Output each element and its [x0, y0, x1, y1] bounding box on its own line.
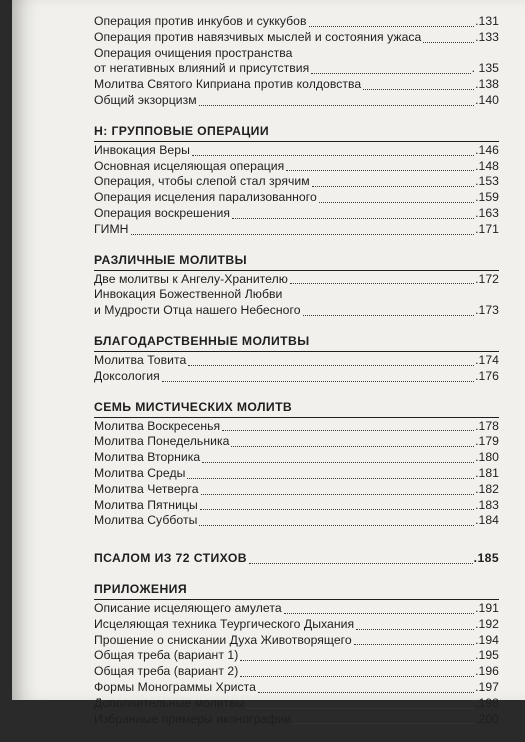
dot-leader [286, 170, 474, 171]
toc-entry-page: .179 [475, 434, 499, 449]
toc-entry-page: .133 [475, 29, 499, 44]
toc-entry [94, 287, 499, 319]
toc-entry-title: Операция, чтобы слепой стал зрячим [94, 174, 310, 189]
section-heading: РАЗЛИЧНЫЕ МОЛИТВЫ [94, 253, 499, 271]
dot-leader [240, 676, 474, 677]
toc-entry-page: .180 [475, 450, 499, 465]
toc-entry-page: .171 [475, 221, 499, 236]
section-exorcism-continued [94, 14, 499, 109]
dot-leader [356, 629, 474, 630]
dot-leader [199, 525, 474, 526]
dot-leader [293, 723, 474, 724]
toc-entry [94, 498, 499, 514]
toc-entry [94, 617, 499, 633]
toc-entry-title: Операция против инкубов и суккубов [94, 14, 307, 28]
spacer [94, 544, 499, 551]
toc-entry [94, 222, 499, 238]
dot-leader [231, 446, 474, 447]
toc-entry-title: Общий экзорцизм [94, 92, 197, 107]
toc-entry-page: .191 [475, 600, 499, 615]
dot-leader [363, 89, 474, 90]
toc-entry-title-line: Операция очищения пространства [94, 45, 293, 60]
dot-leader [311, 73, 470, 74]
toc-entry-title-line: и Мудрости Отца нашего Небесного [94, 303, 301, 318]
toc-entry [94, 696, 499, 712]
toc-entry-page: .131 [475, 14, 499, 28]
toc-entry-title: Операция против навязчивых мыслей и состояния ужаса [94, 29, 422, 44]
section-psalm [94, 544, 499, 567]
toc-entry-title: Инвокация Веры [94, 142, 190, 157]
dot-leader [354, 644, 474, 645]
toc-entry-title: Молитва Товита [94, 352, 187, 367]
toc-entry-page: .196 [475, 664, 499, 679]
dot-leader [222, 430, 474, 431]
toc-entry-title: ГИМН [94, 221, 129, 236]
dot-leader [232, 218, 474, 219]
dot-leader [249, 563, 473, 564]
toc-entry-title: ПСАЛОМ ИЗ 72 СТИХОВ [94, 551, 247, 566]
dot-leader [423, 42, 474, 43]
dot-leader [162, 381, 474, 382]
toc-entry [94, 633, 499, 649]
toc-entry [94, 419, 499, 435]
toc-entry [94, 450, 499, 466]
toc-entry-page: .197 [475, 679, 499, 694]
toc-entry-title: Молитва Вторника [94, 450, 201, 465]
dot-leader [284, 613, 474, 614]
dot-leader [309, 26, 475, 27]
toc-entry-page: .198 [475, 695, 499, 710]
toc-entry-title: Молитва Среды [94, 465, 186, 480]
section-seven-mystic-prayers [94, 400, 499, 530]
toc-entry-title: Исцеляющая техника Теургического Дыхания [94, 616, 355, 631]
book-page [12, 0, 525, 726]
toc-entry-page: .159 [475, 190, 499, 205]
toc-entry-page: .200 [475, 711, 499, 726]
toc-entry-title: Избранные примеры иконографии [94, 711, 292, 726]
toc-entry-title: Молитва Четверга [94, 481, 199, 496]
section-group-operations [94, 124, 499, 238]
toc-entry-title: Молитва Воскресенья [94, 418, 221, 433]
toc-entry-page: .173 [475, 303, 499, 318]
toc-entry [94, 272, 499, 288]
section-heading: СЕМЬ МИСТИЧЕСКИХ МОЛИТВ [94, 400, 499, 418]
dot-leader [303, 315, 475, 316]
dot-leader [290, 283, 474, 284]
dot-leader [240, 660, 474, 661]
toc-entry-title: Общая треба (вариант 1) [94, 648, 239, 663]
dot-leader [247, 708, 474, 709]
toc-entry [94, 466, 499, 482]
toc-entry [94, 30, 499, 46]
toc-entry-page: . 135 [471, 61, 499, 76]
toc-entry [94, 482, 499, 498]
toc-entry-title: Молитва Понедельника [94, 434, 230, 449]
toc-entry [94, 680, 499, 696]
toc-entry [94, 46, 499, 78]
toc-entry-title: Молитва Святого Киприана против колдовства [94, 77, 362, 92]
toc-entry-title: Основная исцеляющая операция [94, 158, 285, 173]
toc-entry-page: .178 [475, 418, 499, 433]
dot-leader [319, 202, 474, 203]
toc-entry-page: .181 [475, 465, 499, 480]
toc-entry-page: .183 [475, 497, 499, 512]
dot-leader [188, 365, 474, 366]
dot-leader [312, 186, 474, 187]
section-heading: ПРИЛОЖЕНИЯ [94, 582, 499, 600]
toc-entry-title: Операция воскрешения [94, 205, 230, 220]
toc-entry-page: .140 [475, 92, 499, 107]
toc-entry-page: .174 [475, 352, 499, 367]
toc-entry-title-line: от негативных влияний и присутствия [94, 61, 310, 76]
dot-leader [201, 494, 475, 495]
toc-entry [94, 190, 499, 206]
section-various-prayers [94, 253, 499, 319]
toc-entry-page: .176 [475, 368, 499, 383]
toc-entry [94, 648, 499, 664]
toc-entry [94, 77, 499, 93]
dot-leader [187, 478, 474, 479]
toc-entry [94, 513, 499, 529]
toc-entry-page: .148 [475, 158, 499, 173]
toc-entry-page: .185 [473, 551, 499, 566]
toc-entry [94, 159, 499, 175]
toc-entry-page: .182 [475, 481, 499, 496]
toc-entry-title: Формы Монограммы Христа [94, 679, 257, 694]
toc-entry-page: .192 [475, 616, 499, 631]
toc-entry [94, 93, 499, 109]
section-appendices [94, 582, 499, 727]
section-heading: Н: ГРУППОВЫЕ ОПЕРАЦИИ [94, 124, 499, 142]
toc-entry-page: .153 [475, 174, 499, 189]
toc-entry [94, 353, 499, 369]
section-heading: БЛАГОДАРСТВЕННЫЕ МОЛИТВЫ [94, 334, 499, 352]
toc-entry-page: .163 [475, 205, 499, 220]
toc-entry [94, 369, 499, 385]
toc-entry-title: Молитва Пятницы [94, 497, 198, 512]
dot-leader [131, 234, 475, 235]
section-thanksgiving-prayers [94, 334, 499, 385]
toc-entry-title: Общая треба (вариант 2) [94, 664, 239, 679]
toc-entry-title: Доксология [94, 368, 160, 383]
toc-entry-page: .138 [475, 77, 499, 92]
toc-entry-title: Описание исцеляющего амулета [94, 600, 282, 615]
toc-entry [94, 434, 499, 450]
dot-leader [192, 155, 474, 156]
toc-entry [94, 14, 499, 30]
toc-entry-title: Молитва Субботы [94, 513, 198, 528]
dot-leader [200, 509, 474, 510]
toc-entry-title-line: Инвокация Божественной Любви [94, 287, 283, 302]
dot-leader [199, 105, 474, 106]
toc-entry [94, 601, 499, 617]
toc-entry-title: Прошение о снискании Духа Животворящего [94, 632, 352, 647]
toc-entry [94, 712, 499, 728]
toc-entry-title: Операция исцеления парализованного [94, 190, 317, 205]
toc-entry-psalm [94, 551, 499, 567]
toc-entry-title: Две молитвы к Ангелу-Хранителю [94, 271, 288, 286]
toc-entry-page: .146 [475, 142, 499, 157]
toc-entry-page: .172 [475, 271, 499, 286]
toc-entry-page: .184 [475, 513, 499, 528]
toc-entry [94, 206, 499, 222]
toc-entry [94, 174, 499, 190]
dot-leader [202, 462, 474, 463]
toc-entry [94, 143, 499, 159]
table-of-contents [94, 14, 499, 742]
toc-entry-page: .194 [475, 632, 499, 647]
toc-entry-title: Дополнительные молитвы [94, 695, 245, 710]
toc-entry [94, 664, 499, 680]
dot-leader [258, 692, 474, 693]
toc-entry-page: .195 [475, 648, 499, 663]
